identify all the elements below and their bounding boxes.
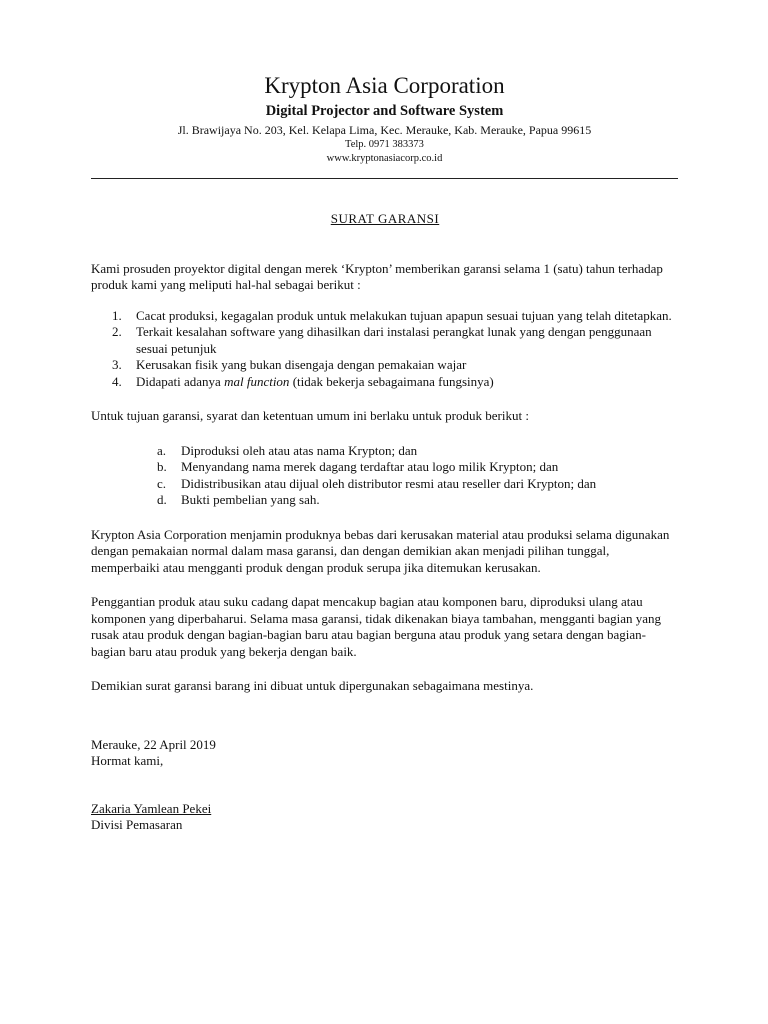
list-marker: 4.	[112, 373, 122, 389]
list-marker: d.	[157, 492, 167, 507]
signature-block	[91, 737, 679, 834]
list-item	[91, 374, 679, 391]
list-item-text: Didistribusikan atau dijual oleh distributor resmi atau reseller dari Krypton; dan	[181, 475, 597, 491]
list-item	[91, 459, 679, 476]
list-marker: b.	[157, 459, 167, 474]
list-item	[91, 476, 679, 493]
warranty-paragraph: Krypton Asia Corporation menjamin produknya bebas dari kerusakan material atau produksi selama digunakan dengan pemakaian normal dalam masa garansi, dan dengan demikian akan menjadi pilihan tunggal, memperbaiki atau mengganti produk dengan produk serupa jika ditemukan kerusakan.	[91, 526, 670, 575]
list-marker: 2.	[112, 324, 122, 339]
replacement-paragraph: Penggantian produk atau suku cadang dapat mencakup bagian atau komponen baru, diproduksi ulang atau komponen yang diperbaharui. Selama masa garansi, tidak dikenakan biaya tambahan, mengganti bagian yang rusak atau produk dengan bagian-bagian baru atau bagian berguna atau produk yang setara dengan bagian-bagian baru atau produk yang bekerja dengan baik.	[91, 594, 662, 659]
company-name: Krypton Asia Corporation	[264, 73, 505, 98]
closing-paragraph: Demikian surat garansi barang ini dibuat untuk dipergunakan sebagaimana mestinya.	[91, 678, 534, 693]
letterhead	[91, 72, 678, 166]
letterhead-divider	[91, 178, 678, 179]
list-item	[91, 443, 679, 460]
text-segment: (tidak bekerja sebagaimana fungsinya)	[289, 373, 494, 389]
text-segment: Didapati adanya	[136, 373, 225, 389]
signer-name: Zakaria Yamlean Pekei	[91, 800, 212, 816]
greeting: Hormat kami,	[91, 753, 164, 768]
list-marker: 1.	[112, 307, 122, 323]
document-title: SURAT GARANSI	[330, 211, 440, 226]
list-item-text: Kerusakan fisik yang bukan disengaja dengan pemakaian wajar	[136, 357, 467, 372]
company-address: Jl. Brawijaya No. 203, Kel. Kelapa Lima, Kec. Merauke, Kab. Merauke, Papua 99615	[177, 123, 592, 137]
company-website: www.kryptonasiacorp.co.id	[326, 153, 443, 164]
terms-intro: Untuk tujuan garansi, syarat dan ketentuan umum ini berlaku untuk produk berikut :	[91, 408, 529, 423]
list-item-text: Diproduksi oleh atau atas nama Krypton; dan	[181, 442, 418, 458]
list-item	[91, 324, 679, 357]
place-date: Merauke, 22 April 2019	[91, 736, 216, 752]
list-item-text: Terkait kesalahan software yang dihasilkan dari instalasi perangkat lunak yang dengan penggunaan sesuai petunjuk	[136, 324, 652, 356]
signer-division: Divisi Pemasaran	[91, 817, 183, 832]
list-marker: 3.	[112, 357, 122, 372]
list-item-text: Cacat produksi, kegagalan produk untuk melakukan tujuan apapun sesuai tujuan yang telah ditetapkan.	[136, 307, 672, 323]
company-tagline: Digital Projector and Software System	[265, 103, 504, 119]
list-marker: a.	[157, 442, 167, 458]
intro-paragraph: Kami prosuden proyektor digital dengan merek ‘Krypton’ memberikan garansi selama 1 (satu) tahun terhadap produk kami yang meliputi hal-hal sebagai berikut :	[91, 260, 663, 292]
list-item-text: Bukti pembelian yang sah.	[181, 492, 320, 507]
list-item-text: Menyandang nama merek dagang terdaftar atau logo milik Krypton; dan	[181, 459, 559, 474]
list-item	[91, 492, 679, 509]
list-item-text	[136, 374, 494, 389]
list-item	[91, 308, 679, 325]
list-marker: c.	[157, 475, 167, 491]
conditions-list	[91, 443, 679, 509]
letter-body	[91, 211, 679, 834]
list-item	[91, 357, 679, 374]
company-phone: Telp. 0971 383373	[345, 139, 424, 150]
italic-term: mal function	[224, 373, 290, 389]
coverage-list	[91, 308, 679, 391]
